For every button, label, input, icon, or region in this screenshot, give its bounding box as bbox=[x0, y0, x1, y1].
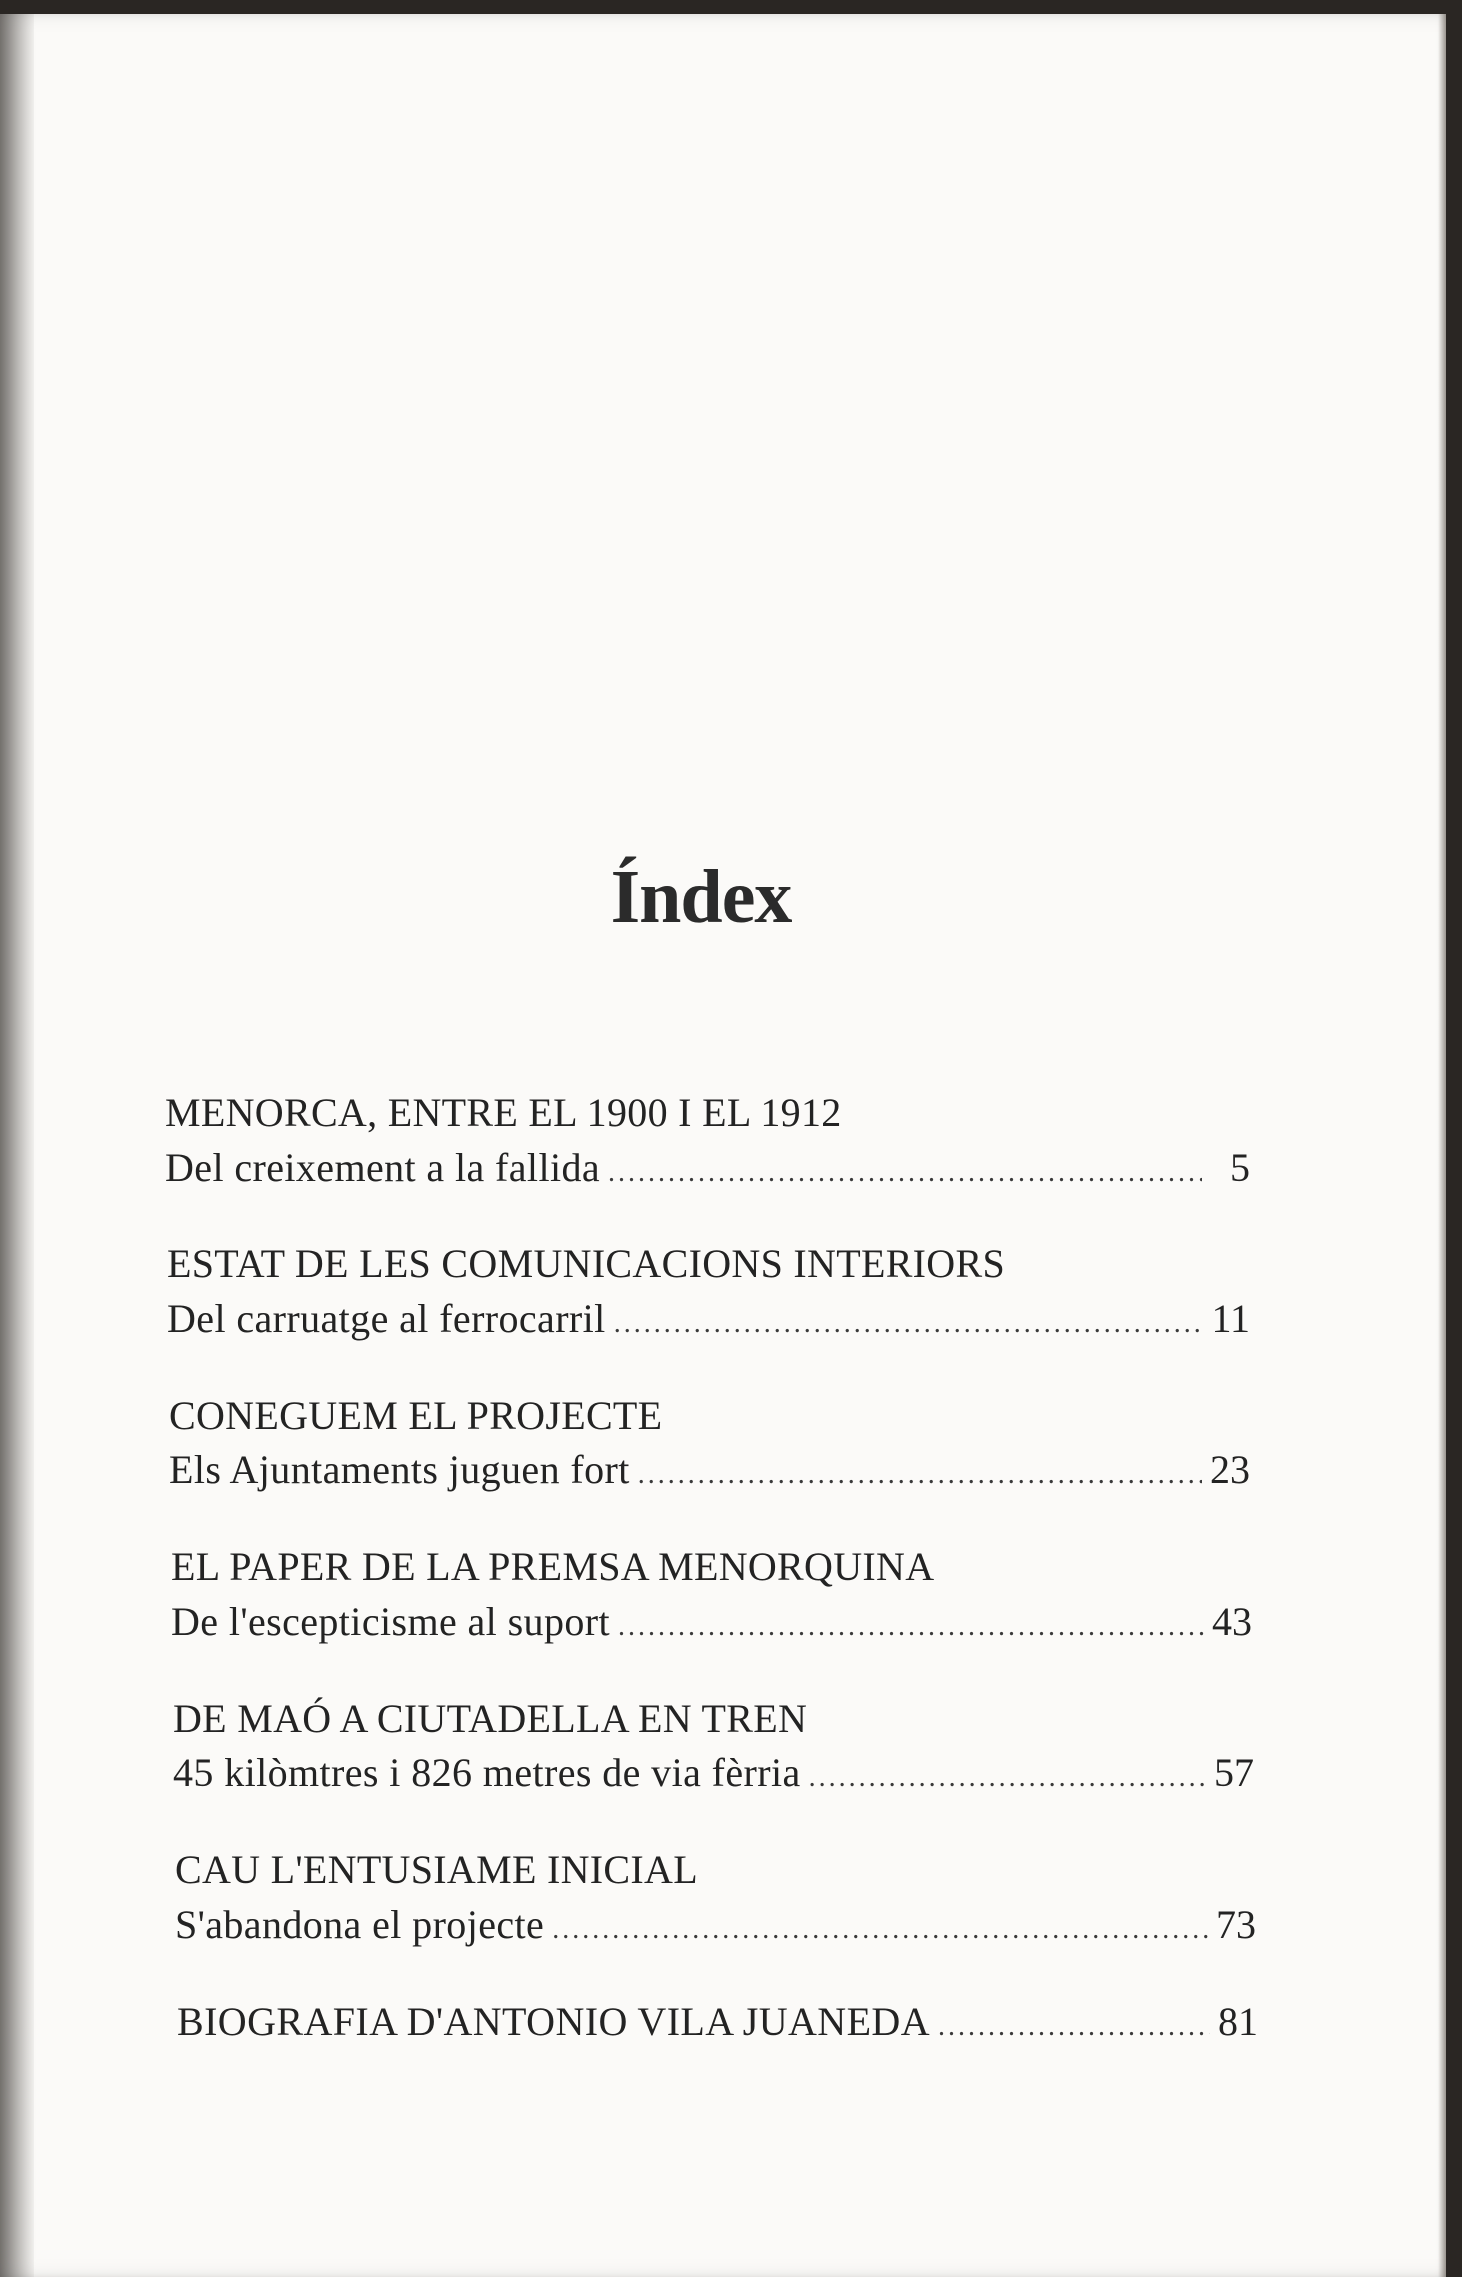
leader-dots bbox=[618, 1611, 1204, 1643]
toc-entry[interactable] bbox=[177, 1998, 1258, 2045]
toc-page-number: 57 bbox=[1214, 1750, 1254, 1795]
toc-entry-heading: ESTAT DE LES COMUNICACIONS INTERIORS bbox=[167, 1241, 1006, 1286]
toc-page-number: 43 bbox=[1212, 1599, 1252, 1644]
page-title: Índex bbox=[610, 855, 792, 939]
toc-entry-heading: MENORCA, ENTRE EL 1900 I EL 1912 bbox=[165, 1090, 842, 1135]
book-page bbox=[0, 14, 1446, 2277]
toc-entry-subtitle: Del creixement a la fallida bbox=[165, 1145, 601, 1190]
toc-entry-heading: CAU L'ENTUSIAME INICIAL bbox=[175, 1847, 698, 1892]
toc-entry-subtitle: Els Ajuntaments juguen fort bbox=[169, 1447, 630, 1492]
toc-page-number: 23 bbox=[1210, 1447, 1250, 1492]
toc-entry-subtitle: S'abandona el projecte bbox=[175, 1902, 545, 1947]
toc-entry-heading: EL PAPER DE LA PREMSA MENORQUINA bbox=[171, 1544, 935, 1589]
toc-entry[interactable] bbox=[171, 1598, 1252, 1645]
leader-dots bbox=[614, 1308, 1202, 1340]
toc-entry[interactable] bbox=[165, 1144, 1250, 1191]
toc-entry[interactable] bbox=[173, 1749, 1254, 1796]
toc-entry-subtitle: Del carruatge al ferrocarril bbox=[167, 1296, 606, 1341]
leader-dots bbox=[638, 1459, 1202, 1491]
leader-dots bbox=[938, 2011, 1210, 2043]
toc-page-number: 5 bbox=[1230, 1145, 1250, 1190]
leader-dots bbox=[552, 1914, 1208, 1946]
leader-dots bbox=[809, 1762, 1206, 1794]
toc-entry-heading: CONEGUEM EL PROJECTE bbox=[169, 1393, 663, 1438]
toc-page-number: 73 bbox=[1216, 1902, 1256, 1947]
toc-entry-subtitle: 45 kilòmtres i 826 metres de via fèrria bbox=[173, 1750, 801, 1795]
toc-entry[interactable] bbox=[175, 1901, 1256, 1948]
toc-entry[interactable] bbox=[167, 1295, 1250, 1342]
leader-dots bbox=[608, 1157, 1202, 1189]
toc-entry-heading: DE MAÓ A CIUTADELLA EN TREN bbox=[173, 1696, 808, 1741]
table-of-contents bbox=[0, 14, 1446, 2277]
toc-entry-subtitle: De l'escepticisme al suport bbox=[171, 1599, 610, 1644]
toc-entry-subtitle: BIOGRAFIA D'ANTONIO VILA JUANEDA bbox=[177, 1999, 930, 2044]
toc-page-number: 81 bbox=[1218, 1999, 1258, 2044]
toc-entry[interactable] bbox=[169, 1446, 1250, 1493]
toc-page-number: 11 bbox=[1211, 1296, 1250, 1341]
